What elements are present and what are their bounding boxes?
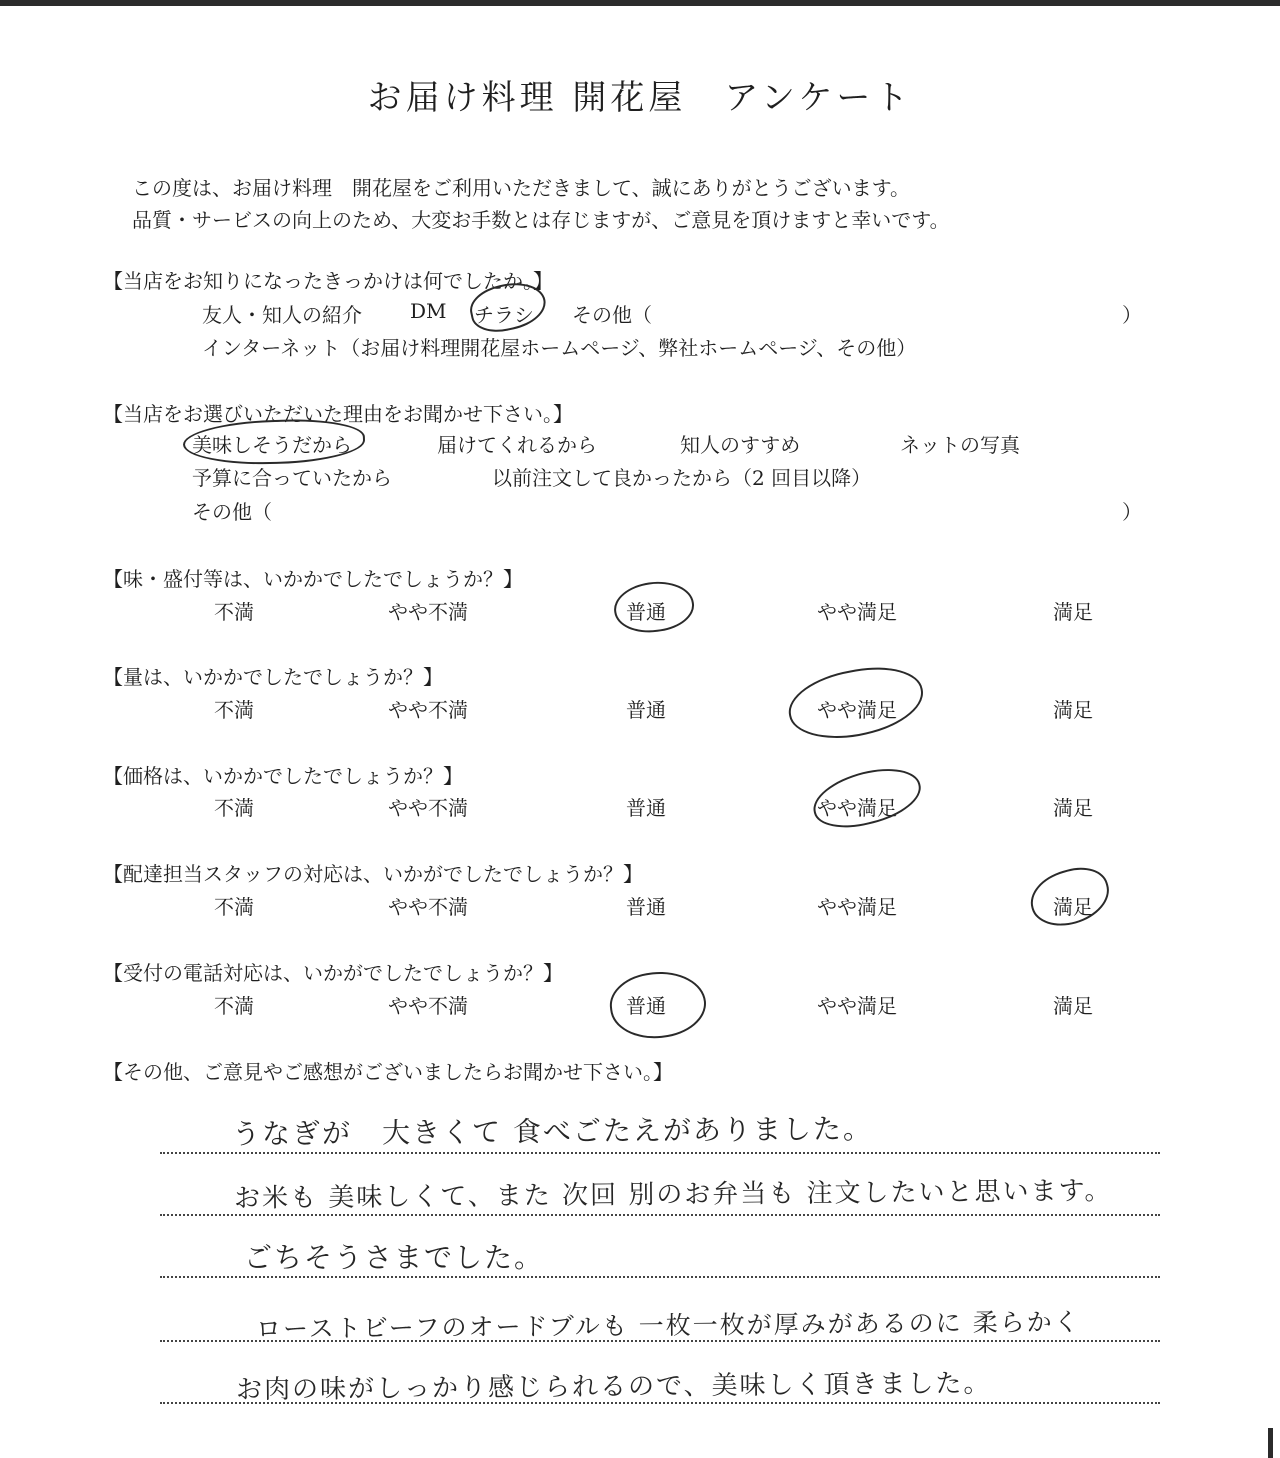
rating-1-option-2[interactable]: やや不満: [388, 600, 468, 624]
q1-heading: 【当店をお知りになったきっかけは何でしたか。】: [103, 269, 553, 293]
q2-option-other[interactable]: その他（: [192, 500, 272, 524]
rating-3-selected-circle: [807, 759, 926, 836]
q1-option-dm[interactable]: DM: [410, 299, 447, 323]
rating-5-option-4[interactable]: やや満足: [817, 994, 897, 1018]
rating-2-heading: 【量は、いかかでしたでしょうか？】: [103, 665, 443, 689]
rating-1-heading: 【味・盛付等は、いかかでしたでしょうか？】: [103, 567, 523, 591]
rating-4-option-2[interactable]: やや不満: [388, 895, 468, 919]
intro-line-1: この度は、お届け料理 開花屋をご利用いただきまして、誠にありがとうございます。: [132, 176, 910, 200]
rating-2-selected-circle: [783, 659, 928, 748]
scan-top-edge: [0, 0, 1280, 6]
q2-heading: 【当店をお選びいただいた理由をお聞かせ下さい。】: [103, 402, 573, 426]
comment-line-1: うなぎが 大きくて 食べごたえがありました。: [231, 1112, 874, 1151]
rating-5-heading: 【受付の電話対応は、いかがでしたでしょうか？】: [103, 961, 563, 985]
comment-rule-5: [160, 1402, 1160, 1404]
rating-5-option-3[interactable]: 普通: [626, 994, 666, 1018]
comment-rule-3: [160, 1276, 1160, 1278]
rating-2-option-2[interactable]: やや不満: [388, 698, 468, 722]
q1-option-flyer[interactable]: チラシ: [474, 303, 534, 327]
q2-close-paren: ）: [1122, 500, 1142, 524]
q2-option-photo[interactable]: ネットの写真: [900, 433, 1020, 457]
rating-4-option-3[interactable]: 普通: [626, 895, 666, 919]
survey-title: お届け料理 開花屋 アンケート: [367, 78, 913, 118]
q2-option-recommend[interactable]: 知人のすすめ: [680, 433, 801, 457]
q1-close-paren: ）: [1122, 303, 1142, 327]
comment-rule-2: [160, 1214, 1160, 1216]
comment-line-4: ローストビーフのオードブルも 一枚一枚が厚みがあるのに 柔らかく: [255, 1307, 1081, 1344]
q1-option-friend[interactable]: 友人・知人の紹介: [202, 303, 362, 327]
comments-heading: 【その他、ご意見やご感想がございましたらお聞かせ下さい。】: [103, 1060, 673, 1084]
scan-edge-mark: [1268, 1428, 1273, 1458]
rating-2-option-4[interactable]: やや満足: [817, 698, 897, 722]
q2-option-delivery[interactable]: 届けてくれるから: [437, 433, 597, 457]
comment-line-3: ごちそうさまでした。: [244, 1241, 545, 1274]
comment-rule-4: [160, 1340, 1160, 1342]
rating-4-option-5[interactable]: 満足: [1053, 895, 1093, 919]
q2-option-budget[interactable]: 予算に合っていたから: [192, 466, 392, 490]
rating-3-heading: 【価格は、いかかでしたでしょうか？】: [103, 764, 463, 788]
rating-1-option-3[interactable]: 普通: [626, 600, 666, 624]
rating-3-option-1[interactable]: 不満: [214, 796, 254, 820]
rating-4-option-4[interactable]: やや満足: [817, 895, 897, 919]
rating-1-option-4[interactable]: やや満足: [817, 600, 897, 624]
rating-3-option-5[interactable]: 満足: [1053, 796, 1093, 820]
q1-option-internet[interactable]: インターネット（お届け料理開花屋ホームページ、弊社ホームページ、その他）: [202, 336, 917, 360]
rating-1-selected-circle: [611, 577, 697, 638]
q2-option-repeat[interactable]: 以前注文して良かったから（2 回目以降）: [492, 466, 872, 490]
rating-3-option-4[interactable]: やや満足: [817, 796, 897, 820]
comment-rule-1: [160, 1152, 1160, 1154]
rating-4-selected-circle: [1024, 860, 1116, 934]
rating-1-option-5[interactable]: 満足: [1053, 600, 1093, 624]
comment-line-5: お肉の味がしっかり感じられるので、美味しく頂きました。: [235, 1368, 992, 1406]
rating-5-selected-circle: [607, 967, 709, 1043]
intro-line-2: 品質・サービスの向上のため、大変お手数とは存じますが、ご意見を頂けますと幸いです。: [132, 208, 950, 232]
rating-4-option-1[interactable]: 不満: [214, 895, 254, 919]
rating-2-option-5[interactable]: 満足: [1053, 698, 1093, 722]
comment-line-2: お米も 美味しくて、また 次回 別のお弁当も 注文したいと思います。: [233, 1176, 1113, 1214]
q2-option-tasty[interactable]: 美味しそうだから: [192, 433, 352, 457]
rating-2-option-3[interactable]: 普通: [626, 698, 666, 722]
rating-3-option-3[interactable]: 普通: [626, 796, 666, 820]
rating-5-option-2[interactable]: やや不満: [388, 994, 468, 1018]
rating-5-option-5[interactable]: 満足: [1053, 994, 1093, 1018]
q1-option-other[interactable]: その他（: [572, 303, 652, 327]
rating-1-option-1[interactable]: 不満: [214, 600, 254, 624]
rating-5-option-1[interactable]: 不満: [214, 994, 254, 1018]
rating-2-option-1[interactable]: 不満: [214, 698, 254, 722]
rating-4-heading: 【配達担当スタッフの対応は、いかがでしたでしょうか？】: [103, 862, 643, 886]
rating-3-option-2[interactable]: やや不満: [388, 796, 468, 820]
